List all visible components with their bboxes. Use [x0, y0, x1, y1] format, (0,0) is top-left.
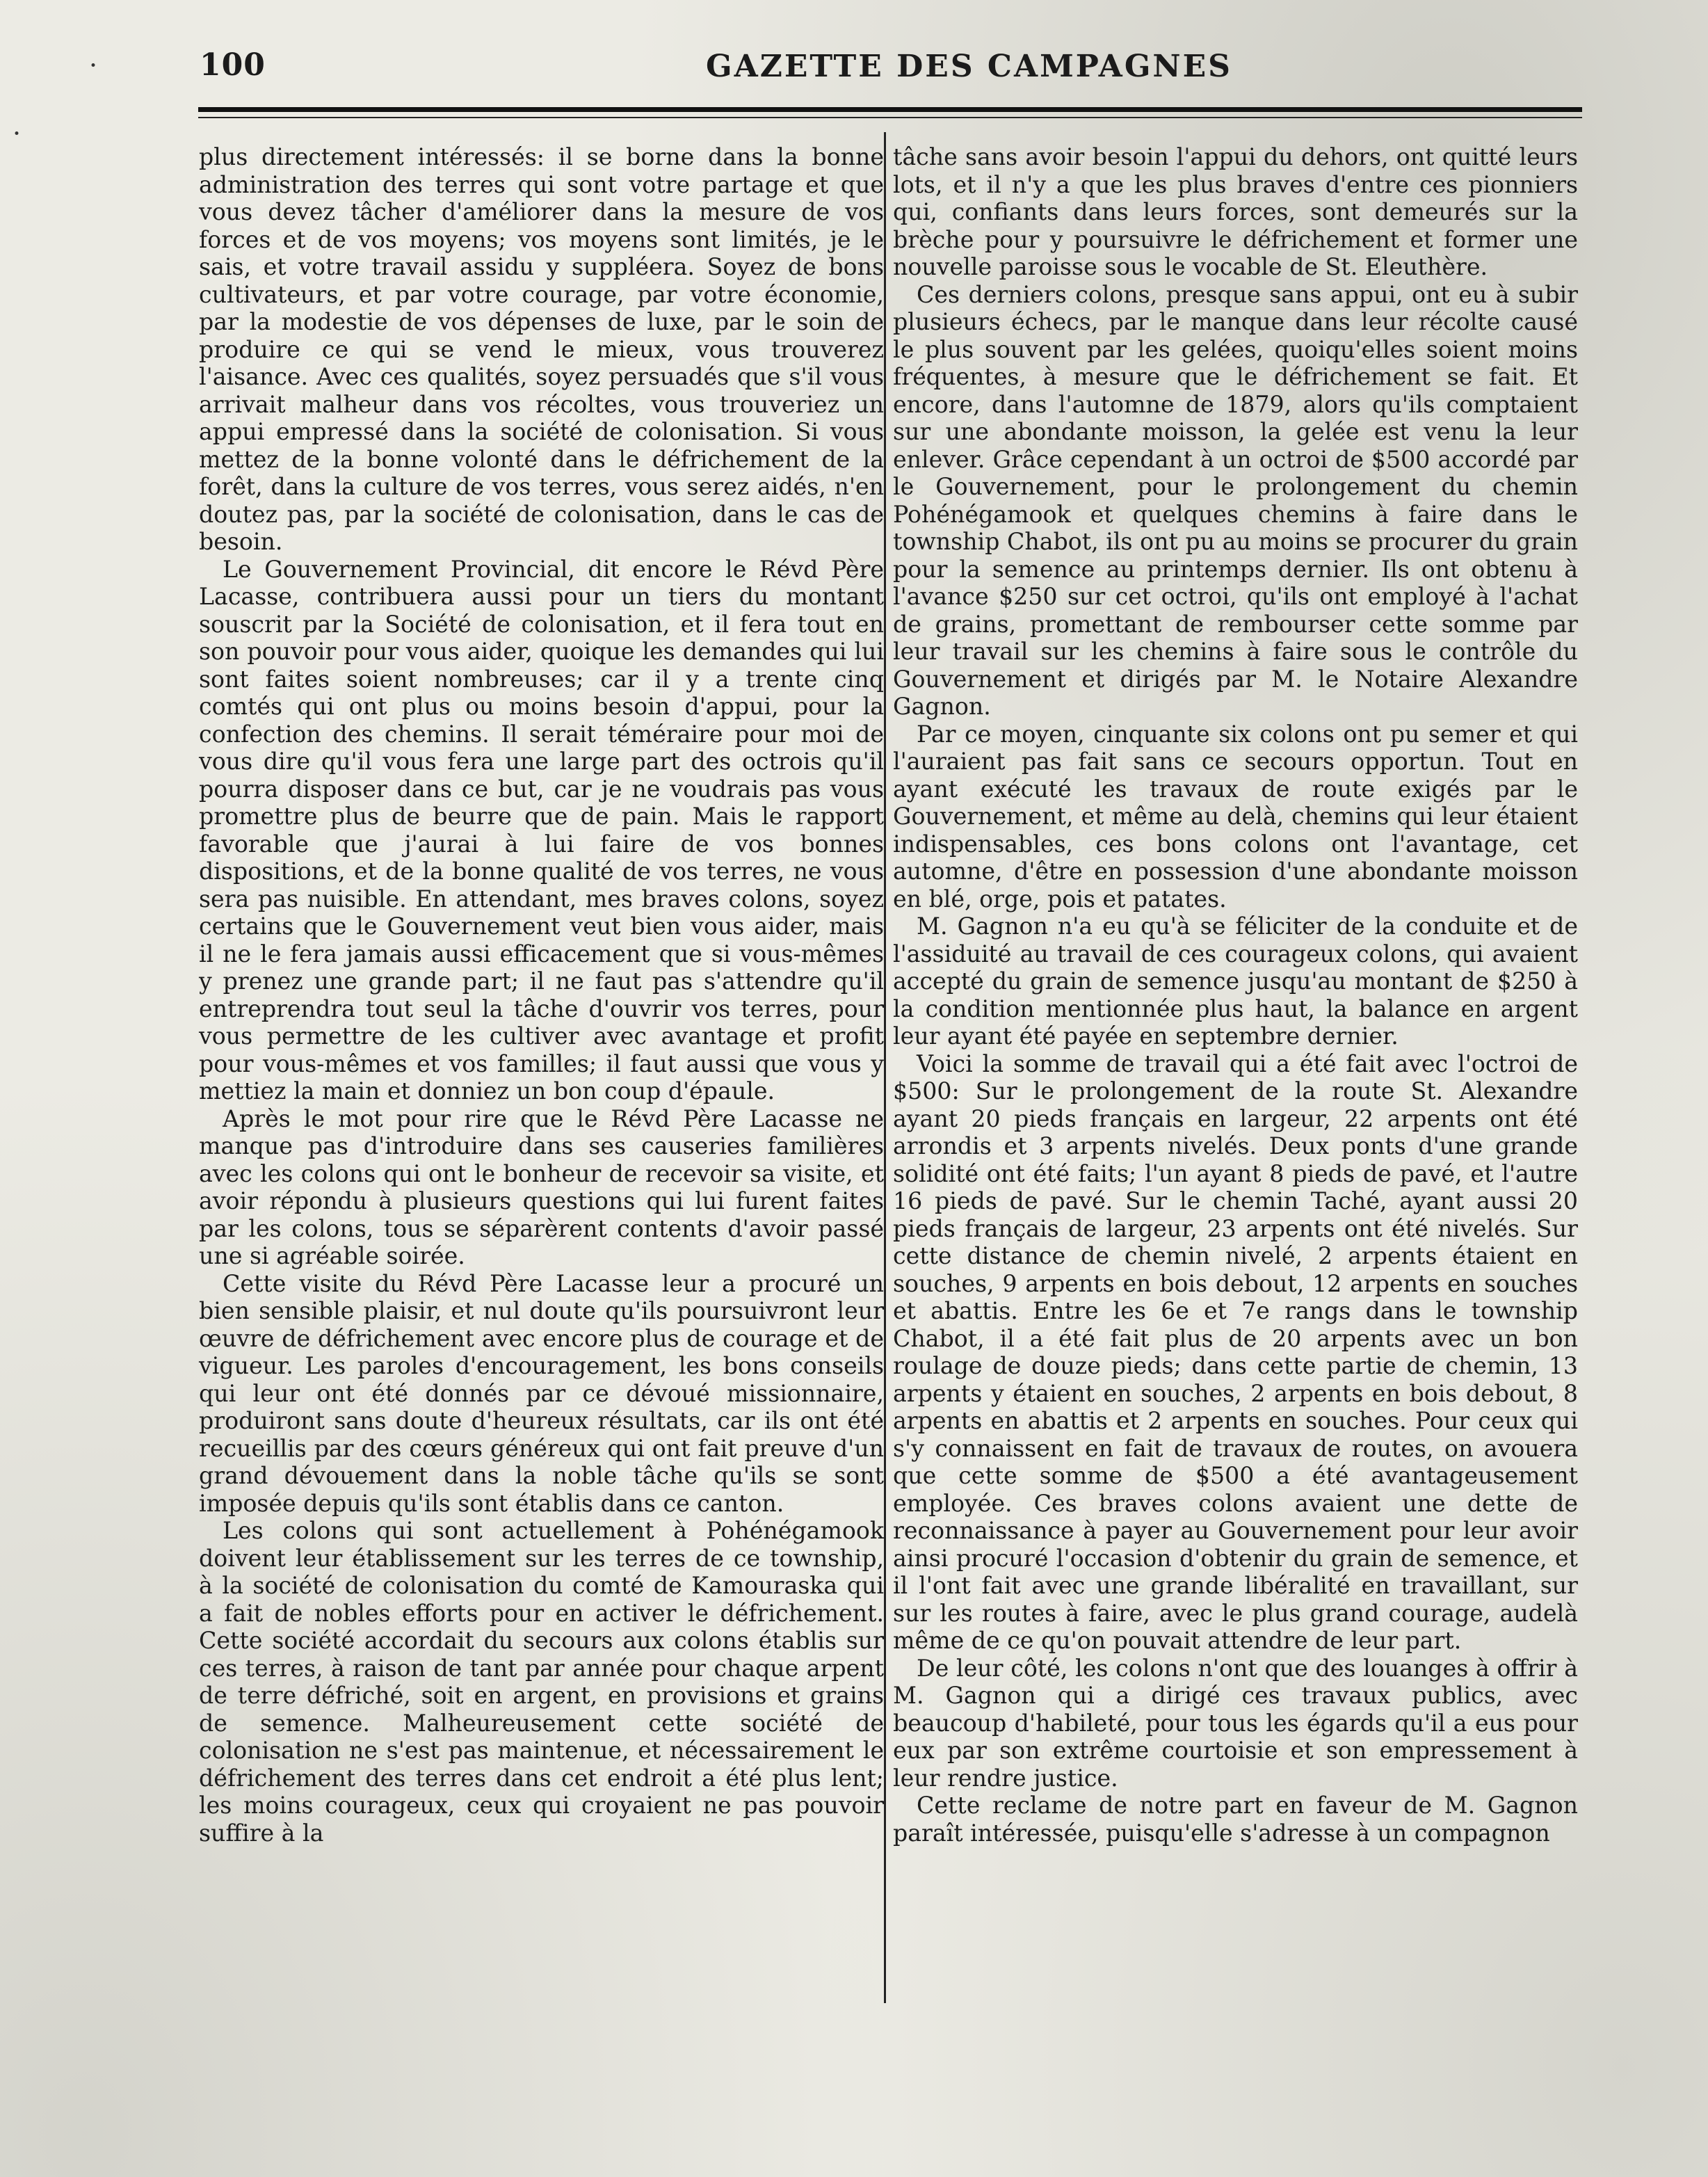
paragraph: De leur côté, les colons n'ont que des louanges à offrir à M. Gagnon qui a dirigé ces travaux publics, avec beaucoup d'habileté, pour tous les égards qu'il a eus pour eux par son extrême courtoisie et son empressement à leur rendre justice.: [893, 1654, 1578, 1792]
paragraph: Ces derniers colons, presque sans appui, ont eu à subir plusieurs échecs, par le manque dans leur récolte causé le plus souvent par les gelées, quoiqu'elles soient moins fréquentes, à mesure que le défrichement se fait. Et encore, dans l'automne de 1879, alors qu'ils comptaient sur une abondante moisson, la gelée est venu la leur enlever. Grâce cependant à un octroi de $500 accordé par le Gouvernement, pour le prolongement du chemin Pohénégamook et quelques chemins à faire dans le township Chabot, ils ont pu au moins se procurer du grain pour la semence au printemps dernier. Ils ont obtenu à l'avance $250 sur cet octroi, qu'ils ont employé à l'achat de grains, promettant de rembourser cette somme par leur travail sur les chemins à faire sous le contrôle du Gouvernement et dirigés par M. le Notaire Alexandre Gagnon.: [893, 280, 1578, 720]
header-rule-thick: [198, 107, 1582, 112]
paragraph: Le Gouvernement Provincial, dit encore le Révd Père Lacasse, contribuera aussi pour un tiers du montant souscrit par la Société de colonisation, et il fera tout en son pouvoir pour vous aider, quoique les demandes qui lui sont faites soient nombreuses; car il y a trente cinq comtés qui ont plus ou moins besoin d'appui, pour la confection des chemins. Il serait téméraire pour moi de vous dire qu'il vous fera une large part des octrois qu'il pourra disposer dans ce but, car je ne voudrais pas vous promettre plus de beurre que de pain. Mais le rapport favorable que j'aurai à lui faire de vos bonnes dispositions, et de la bonne qualité de vos terres, ne vous sera pas nuisible. En attendant, mes braves colons, soyez certains que le Gouvernement veut bien vous aider, mais il ne le fera jamais aussi efficacement que si vous-mêmes y prenez une grande part; il ne faut pas s'attendre qu'il entreprendra tout seul la tâche d'ouvrir vos terres, pour vous permettre de les cultiver avec avantage et profit pour vous-mêmes et vos familles; il faut aussi que vous y mettiez la main et donniez un bon coup d'épaule.: [199, 555, 884, 1104]
page-header: [198, 45, 1582, 86]
margin-mark: ·: [13, 118, 22, 149]
paragraph: Cette reclame de notre part en faveur de M. Gagnon paraît intéressée, puisqu'elle s'adresse à un compagnon: [893, 1792, 1578, 1847]
journal-title: GAZETTE DES CAMPAGNES: [706, 49, 1232, 84]
paragraph: Cette visite du Révd Père Lacasse leur a procuré un bien sensible plaisir, et nul doute qu'ils poursuivront leur œuvre de défrichement avec encore plus de courage et de vigueur. Les paroles d'encouragement, les bons conseils qui leur ont été donnés par ce dévoué missionnaire, produiront sans doute d'heureux résultats, car ils ont été recueillis par des cœurs généreux qui ont fait preuve d'un grand dévouement dans la noble tâche qu'ils se sont imposée depuis qu'ils sont établis dans ce canton.: [199, 1269, 884, 1517]
paragraph: Après le mot pour rire que le Révd Père Lacasse ne manque pas d'introduire dans ses causeries familières avec les colons qui ont le bonheur de recevoir sa visite, et avoir répondu à plusieurs questions qui lui furent faites par les colons, tous se séparèrent contents d'avoir passé une si agréable soirée.: [199, 1104, 884, 1269]
right-column: [893, 143, 1578, 1847]
column-divider: [884, 132, 886, 2003]
paragraph: Par ce moyen, cinquante six colons ont pu semer et qui l'auraient pas fait sans ce secours opportun. Tout en ayant exécuté les travaux de route exigés par le Gouvernement, et même au delà, chemins qui leur étaient indispensables, ces bons colons ont l'avantage, cet automne, d'être en possession d'une abondante moisson en blé, orge, pois et patates.: [893, 720, 1578, 913]
paragraph: tâche sans avoir besoin l'appui du dehors, ont quitté leurs lots, et il n'y a que les plus braves d'entre ces pionniers qui, confiants dans leurs forces, sont demeurés sur la brèche pour y poursuivre le défrichement et former une nouvelle paroisse sous le vocable de St. Eleuthère.: [893, 143, 1578, 280]
paragraph: M. Gagnon n'a eu qu'à se féliciter de la conduite et de l'assiduité au travail de ces courageux colons, qui avaient accepté du grain de semence jusqu'au montant de $250 à la condition mentionnée plus haut, la balance en argent leur ayant été payée en septembre dernier.: [893, 913, 1578, 1050]
paragraph: Voici la somme de travail qui a été fait avec l'octroi de $500: Sur le prolongement de la route St. Alexandre ayant 20 pieds français en largeur, 22 arpents ont été arrondis et 3 arpents nivelés. Deux ponts d'une grande solidité ont été faits; l'un ayant 8 pieds de pavé, et l'autre 16 pieds de pavé. Sur le chemin Taché, ayant aussi 20 pieds français de largeur, 23 arpents ont été nivelés. Sur cette distance de chemin nivelé, 2 arpents étaient en souches, 9 arpents en bois debout, 12 arpents en souches et abattis. Entre les 6e et 7e rangs dans le township Chabot, il a été fait plus de 20 arpents avec un bon roulage de douze pieds; dans cette partie de chemin, 13 arpents y étaient en souches, 2 arpents en bois debout, 8 arpents en abattis et 2 arpents en souches. Pour ceux qui s'y connaissent en fait de travaux de routes, on avouera que cette somme de $500 a été avantageusement employée. Ces braves colons avaient une dette de reconnaissance à payer au Gouvernement pour leur avoir ainsi procuré l'occasion d'obtenir du grain de semence, et il l'ont fait avec une grande libéralité en travaillant, sur sur les routes à faire, avec le plus grand courage, audelà même de ce qu'on pouvait attendre de leur part.: [893, 1050, 1578, 1654]
header-rule-thin: [198, 117, 1582, 118]
paragraph: Les colons qui sont actuellement à Pohénégamook doivent leur établissement sur les terres de ce township, à la société de colonisation du comté de Kamouraska qui a fait de nobles efforts pour en activer le défrichement. Cette société accordait du secours aux colons établis sur ces terres, à raison de tant par année pour chaque arpent de terre défriché, soit en argent, en provisions et grains de semence. Malheureusement cette société de colonisation ne s'est pas maintenue, et nécessairement le défrichement des terres dans cet endroit a été plus lent; les moins courageux, ceux qui croyaient ne pas pouvoir suffire à la: [199, 1517, 884, 1847]
left-column: [199, 143, 884, 1847]
paragraph: plus directement intéressés: il se borne dans la bonne administration des terres qui sont votre partage et que vous devez tâcher d'améliorer dans la mesure de vos forces et de vos moyens; vos moyens sont limités, je le sais, et votre travail assidu y suppléera. Soyez de bons cultivateurs, et par votre courage, par votre économie, par la modestie de vos dépenses de luxe, par le soin de produire ce qui se vend le mieux, vous trouverez l'aisance. Avec ces qualités, soyez persuadés que s'il vous arrivait malheur dans vos récoltes, vous trouveriez un appui empressé dans la société de colonisation. Si vous mettez de la bonne volonté dans le défrichement de la forêt, dans la culture de vos terres, vous serez aidés, n'en doutez pas, par la société de colonisation, dans le cas de besoin.: [199, 143, 884, 555]
page-number: 100: [200, 47, 266, 83]
margin-mark: ·: [89, 50, 98, 81]
